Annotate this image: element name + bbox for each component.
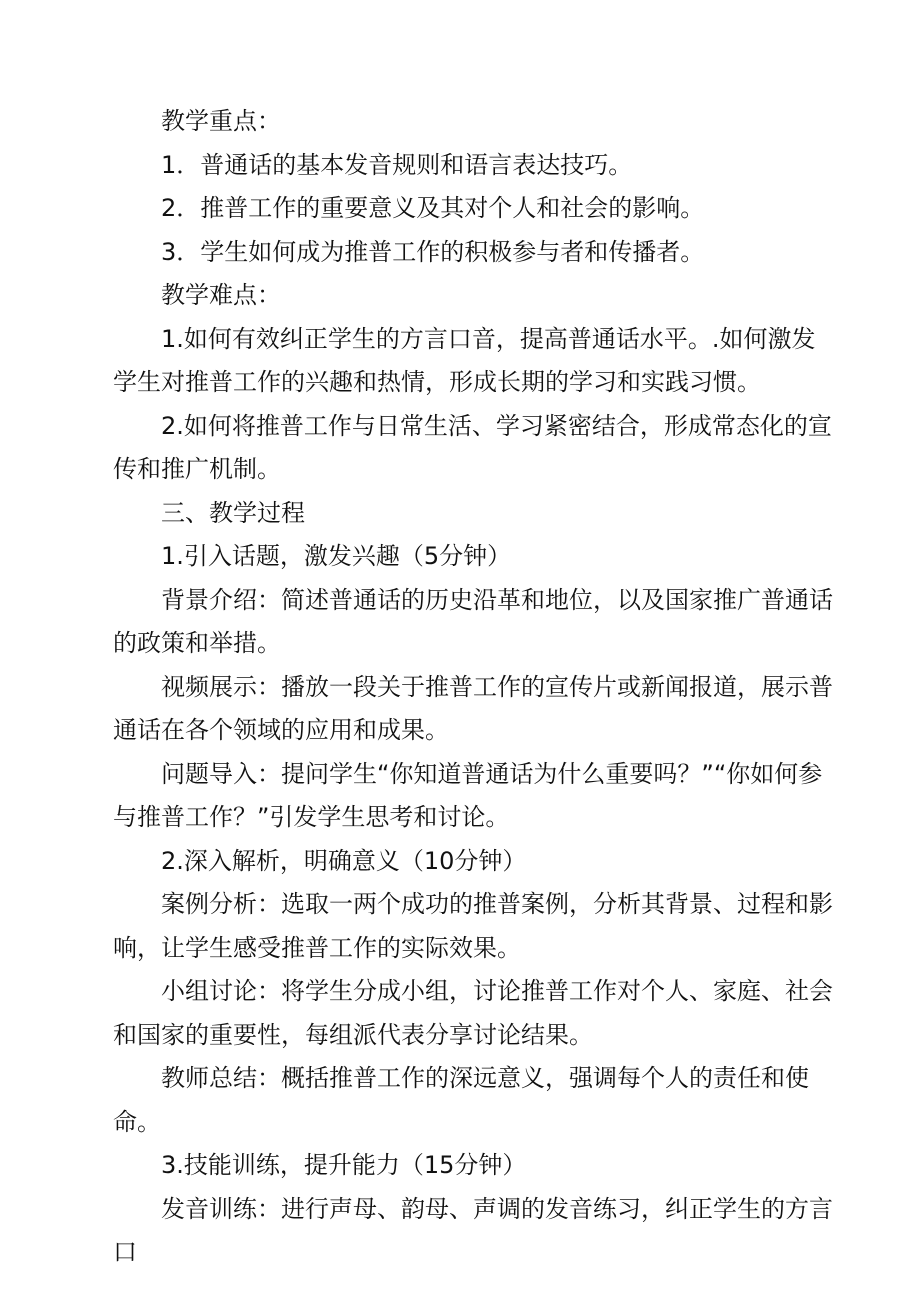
- focus-item-2: 2．推普工作的重要意义及其对个人和社会的影响。: [161, 194, 705, 222]
- step-2-teacher-summary: 教师总结：概括推普工作的深远意义，强调每个人的责任和使命。: [113, 1064, 809, 1136]
- step-3-pronunciation: 发音训练：进行声母、韵母、声调的发音练习，纠正学生的方言口: [113, 1194, 833, 1266]
- step-1-question: 问题导入：提问学生“你知道普通话为什么重要吗？”“你如何参与推普工作？”引发学生思考和讨论。: [113, 759, 823, 831]
- step-2-heading: 2.深入解析，明确意义（10分钟）: [161, 846, 527, 875]
- step-1-background: 背景介绍：简述普通话的历史沿革和地位，以及国家推广普通话的政策和举措。: [113, 585, 833, 657]
- focus-item-3: 3．学生如何成为推普工作的积极参与者和传播者。: [161, 237, 705, 266]
- heading-teaching-focus: 教学重点：: [161, 107, 281, 135]
- step-2-case-analysis: 案例分析：选取一两个成功的推普案例，分析其背景、过程和影响，让学生感受推普工作的实际效果。: [113, 890, 833, 962]
- step-2-group-discussion: 小组讨论：将学生分成小组，讨论推普工作对个人、家庭、社会和国家的重要性，每组派代表分享讨论结果。: [113, 977, 833, 1049]
- difficulty-item-2: 2.如何将推普工作与日常生活、学习紧密结合，形成常态化的宣传和推广机制。: [113, 411, 832, 483]
- step-1-video: 视频展示：播放一段关于推普工作的宣传片或新闻报道，展示普通话在各个领域的应用和成果。: [113, 672, 833, 744]
- difficulty-item-1: 1.如何有效纠正学生的方言口音，提高普通话水平。.如何激发学生对推普工作的兴趣和热情，形成长期的学习和实践习惯。: [113, 324, 816, 396]
- heading-teaching-difficulty: 教学难点：: [161, 281, 281, 309]
- focus-item-1: 1．普通话的基本发音规则和语言表达技巧。: [161, 150, 633, 179]
- step-3-heading: 3.技能训练，提升能力（15分钟）: [161, 1151, 527, 1179]
- section-heading-teaching-process: 三、教学过程: [161, 498, 305, 527]
- step-1-heading: 1.引入话题，激发兴趣（5分钟）: [161, 542, 512, 570]
